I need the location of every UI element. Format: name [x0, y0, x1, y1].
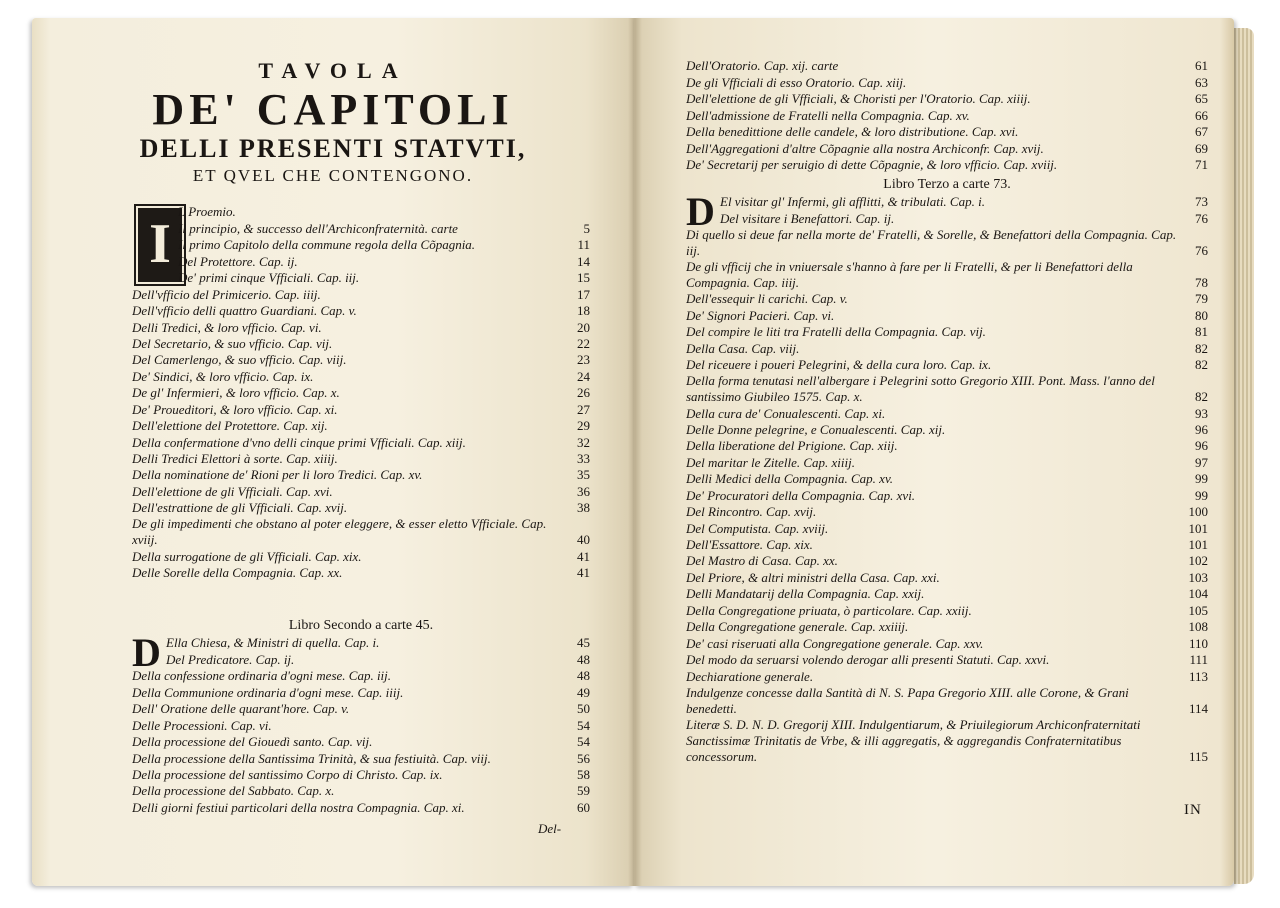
toc-entry-title: Delli giorni festiui particolari della nostra Compagnia. Cap. xi.: [132, 799, 465, 815]
toc-entry: [686, 520, 1208, 536]
toc-entry-title: De' Sindici, & loro vfficio. Cap. ix.: [132, 368, 314, 384]
toc-entry-title: Dell'vfficio delli quattro Guardiani. Cap. v.: [132, 303, 357, 319]
toc-entry-title: Del Secretario, & suo vfficio. Cap. vij.: [132, 335, 333, 351]
toc-entry-page: 36: [577, 483, 590, 499]
toc-entry: [132, 668, 590, 684]
toc-entry-page: 96: [1195, 438, 1208, 454]
toc-entry-title: Del Predicatore. Cap. ij.: [166, 651, 295, 667]
toc-entry-title: De gli impedimenti che obstano al poter eleggere, & esser eletto Vfficiale. Cap. xviij.: [132, 516, 547, 548]
toc-entry: [686, 307, 1208, 323]
title-line-1: TAVOLA: [258, 58, 408, 83]
toc-list-book1: [132, 204, 590, 581]
toc-list-book2: [132, 630, 590, 816]
toc-entry-title: Della liberatione del Prigione. Cap. xiij.: [686, 438, 898, 454]
drop-cap-d-2: D: [686, 189, 715, 234]
toc-entry-title: Dell'elettione de gli Vfficiali, & Choristi per l'Oratorio. Cap. xiiij.: [686, 91, 1031, 107]
toc-entry-page: 113: [1188, 668, 1208, 684]
toc-entry-title: Delli Tredici, & loro vfficio. Cap. vi.: [132, 319, 322, 335]
toc-entry-page: 78: [1195, 274, 1208, 290]
toc-list-book2-cont: [686, 58, 1208, 173]
toc-entry: [132, 204, 590, 220]
toc-entry: [132, 368, 590, 384]
toc-entry-page: 35: [577, 467, 590, 483]
toc-entry: [686, 619, 1208, 635]
toc-entry-title: Delle Donne pelegrine, e Conualescenti. Cap. xij.: [686, 421, 946, 437]
toc-entry: [132, 286, 590, 302]
section-heading-book2: Libro Secondo a carte 45.: [288, 618, 434, 633]
toc-entry-title: Delli Medici della Compagnia. Cap. xv.: [686, 471, 893, 487]
section-heading-book3: Libro Terzo a carte 73.: [883, 177, 1011, 192]
toc-entry: [132, 434, 590, 450]
toc-entry: [686, 373, 1208, 405]
toc-entry-title: De' Secretarij per seruigio di dette Cõpagnie, & loro vfficio. Cap. xviij.: [686, 157, 1058, 173]
toc-entry: [686, 685, 1208, 717]
toc-entry-page: 58: [577, 766, 590, 782]
toc-entry: [132, 270, 590, 286]
catchword: Del-: [538, 821, 562, 836]
toc-entry-title: Dell'elettione del Protettore. Cap. xij.: [132, 418, 328, 434]
toc-entry-page: 73: [1195, 194, 1208, 210]
toc-entry: [132, 799, 590, 815]
toc-entry: [686, 140, 1208, 156]
toc-entry-title: Ella Chiesa, & Ministri di quella. Cap. i.: [166, 635, 380, 651]
toc-entry: [132, 717, 590, 733]
toc-entry-page: 97: [1195, 454, 1208, 470]
toc-entry: [686, 471, 1208, 487]
toc-entry-title: Dell'admissione de Fratelli nella Compagnia. Cap. xv.: [686, 107, 970, 123]
toc-entry-page: 101: [1188, 537, 1208, 552]
toc-entry: [132, 253, 590, 269]
drop-cap-d: D: [132, 630, 161, 675]
toc-entry-page: 41: [577, 565, 590, 581]
toc-entry-title: Della surrogatione de gli Vfficiali. Cap. xix.: [132, 548, 362, 564]
toc-entry: [132, 734, 590, 750]
toc-entry-title: De' Proueditori, & loro vfficio. Cap. xi.: [132, 401, 338, 417]
toc-entry: [686, 652, 1208, 668]
toc-entry-page: 38: [577, 500, 590, 516]
toc-entry-page: 71: [1195, 157, 1208, 173]
toc-entry-page: 61: [1195, 58, 1208, 74]
toc-entry: [686, 210, 1208, 226]
toc-entry-page: 60: [577, 799, 590, 815]
toc-entry-page: 80: [1195, 307, 1208, 323]
toc-entry-title: Della forma tenutasi nell'albergare i Pelegrini sotto Gregorio XIII. Pont. Mass. l'anno del santissimo Giubileo 1575. Cap. x.: [686, 373, 1155, 405]
toc-entry-title: Della confermatione d'vno delli cinque primi Vfficiali. Cap. xiij.: [132, 434, 466, 450]
toc-entry-page: 102: [1188, 553, 1208, 569]
toc-entry-title: El visitar gl' Infermi, gli afflitti, & tribulati. Cap. i.: [720, 194, 985, 210]
toc-entry-title: Del modo da seruarsi volendo derogar alli presenti Statuti. Cap. xxvi.: [686, 652, 1050, 668]
toc-entry: [686, 227, 1208, 259]
toc-entry-page: 63: [1195, 74, 1208, 90]
toc-entry-title: Del Camerlengo, & suo vfficio. Cap. viij.: [132, 352, 347, 368]
toc-entry-page: 20: [577, 319, 590, 335]
toc-entry: [132, 516, 590, 548]
toc-entry-title: Del Computista. Cap. xviij.: [686, 520, 829, 536]
toc-entry-page: 32: [577, 434, 590, 450]
toc-entry: [132, 565, 590, 581]
toc-entry-page: 50: [577, 701, 590, 717]
toc-entry: [686, 58, 1208, 74]
toc-entry-title: Il primo Capitolo della commune regola della Cõpagnia.: [178, 237, 476, 253]
toc-entry: [132, 352, 590, 368]
toc-entry-title: De' Procuratori della Compagnia. Cap. xvi.: [686, 487, 916, 503]
toc-entry-page: 110: [1188, 635, 1208, 651]
toc-entry-title: Indulgenze concesse dalla Santità di N. S. Papa Gregorio XIII. alle Corone, & Grani benedetti.: [686, 684, 1129, 716]
toc-entry-title: Della Congregatione generale. Cap. xxiiij.: [686, 619, 909, 635]
book-spine: [628, 18, 642, 886]
toc-entry: [132, 451, 590, 467]
toc-entry: [132, 548, 590, 564]
toc-entry-page: 111: [1189, 652, 1208, 668]
toc-entry: [686, 487, 1208, 503]
toc-entry-title: De gli vfficij che in vniuersale s'hanno à fare per li Fratelli, & per li Benefattori della Compagnia. Cap. iiij.: [686, 258, 1133, 290]
toc-entry-page: 76: [1195, 242, 1208, 258]
toc-entry-page: 114: [1188, 700, 1208, 716]
toc-entry: [686, 157, 1208, 173]
toc-entry-title: Del Mastro di Casa. Cap. xx.: [686, 553, 838, 569]
title-line-2: DE' CAPITOLI: [152, 85, 514, 134]
toc-entry-page: 48: [577, 651, 590, 667]
toc-entry-page: 49: [577, 684, 590, 700]
toc-entry-title: Della cura de' Conualescenti. Cap. xi.: [686, 405, 886, 421]
toc-entry: [132, 237, 590, 253]
toc-entry: [132, 220, 590, 236]
toc-entry-page: 93: [1195, 405, 1208, 421]
toc-entry-page: 69: [1195, 140, 1208, 156]
toc-entry: [132, 651, 590, 667]
toc-entry: [686, 553, 1208, 569]
toc-entry-title: Della Communione ordinaria d'ogni mese. Cap. iiij.: [132, 684, 404, 700]
toc-entry-title: Del compire le liti tra Fratelli della Compagnia. Cap. vij.: [686, 324, 986, 340]
toc-entry-page: 27: [577, 401, 590, 417]
toc-entry: [132, 336, 590, 352]
toc-entry-page: 45: [577, 635, 590, 651]
toc-entry-page: 99: [1195, 487, 1208, 503]
toc-entry: [686, 602, 1208, 618]
toc-entry-title: Della confessione ordinaria d'ogni mese. Cap. iij.: [132, 668, 392, 684]
toc-entry-page: 82: [1195, 340, 1208, 356]
toc-entry-page: 5: [583, 220, 590, 236]
toc-entry-page: 81: [1195, 324, 1208, 340]
toc-entry-title: Del visitare i Benefattori. Cap. ij.: [720, 210, 895, 226]
toc-entry: [686, 340, 1208, 356]
toc-entry-title: De gli Vfficiali di esso Oratorio. Cap. xiij.: [686, 74, 907, 90]
left-page: [32, 18, 634, 886]
toc-entry: [132, 319, 590, 335]
toc-entry-title: L Proemio.: [178, 204, 236, 220]
toc-entry-title: Della processione del santissimo Corpo di Christo. Cap. ix.: [132, 766, 443, 782]
toc-entry-title: Della Casa. Cap. viij.: [686, 340, 800, 356]
toc-entry-page: 66: [1195, 107, 1208, 123]
toc-entry: [686, 504, 1208, 520]
toc-entry: [132, 701, 590, 717]
toc-entry-page: 56: [577, 750, 590, 766]
toc-entry: [686, 259, 1208, 291]
toc-entry-page: 101: [1188, 520, 1208, 536]
toc-entry: [132, 401, 590, 417]
toc-entry-title: Della processione del Giouedì santo. Cap. vij.: [132, 734, 373, 750]
open-book: [32, 18, 1254, 886]
toc-entry-page: 105: [1188, 602, 1208, 618]
toc-entry-title: Dell'essequir li carichi. Cap. v.: [686, 291, 848, 307]
toc-entry-page: 115: [1188, 748, 1208, 764]
toc-entry: [132, 783, 590, 799]
toc-entry-page: 79: [1195, 291, 1208, 307]
toc-entry-title: Del maritar le Zitelle. Cap. xiiij.: [686, 454, 855, 470]
toc-entry-page: 100: [1188, 504, 1208, 520]
toc-entry-title: Del Protettore. Cap. ij.: [178, 253, 298, 269]
toc-entry: [132, 635, 590, 651]
toc-entry-page: 108: [1188, 619, 1208, 635]
toc-entry-title: Delli Tredici Elettori à sorte. Cap. xiiij.: [132, 451, 338, 466]
toc-entry: [686, 586, 1208, 602]
toc-entry: [686, 454, 1208, 470]
toc-entry-page: 76: [1195, 210, 1208, 226]
toc-entry-page: 59: [577, 783, 590, 799]
toc-entry: [686, 668, 1208, 684]
page-edges: [1234, 28, 1254, 884]
toc-entry-title: Dell'vfficio del Primicerio. Cap. iiij.: [132, 286, 321, 302]
toc-entry-title: Della Congregatione priuata, ò particolare. Cap. xxiij.: [686, 602, 972, 618]
toc-entry-page: 23: [577, 352, 590, 368]
toc-entry: [132, 684, 590, 700]
toc-entry-title: De gl' Infermieri, & loro vfficio. Cap. x.: [132, 385, 340, 401]
toc-entry: [686, 107, 1208, 123]
toc-entry-page: 54: [577, 717, 590, 733]
toc-entry-page: 103: [1188, 569, 1208, 585]
toc-entry: [132, 467, 590, 483]
toc-entry-title: Della processione del Sabbato. Cap. x.: [132, 783, 335, 799]
toc-entry-title: Literæ S. D. N. D. Gregorij XIII. Indulgentiarum, & Priuilegiorum Archiconfraternitati Sanctissimæ Trinitatis de Vrbe, & illi aggregatis, & aggregandis Confraternitatibus concessorum.: [686, 716, 1141, 764]
title-line-4: ET QVEL CHE CONTENGONO.: [192, 166, 474, 185]
toc-entry-page: 29: [577, 418, 590, 434]
toc-entry-title: Di quello si deue far nella morte de' Fratelli, & Sorelle, & Benefattori della Compagnia. Cap. iij.: [686, 226, 1177, 258]
toc-entry-title: Dell'Essattore. Cap. xix.: [686, 537, 813, 552]
toc-entry: [132, 500, 590, 516]
toc-entry-title: Della nominatione de' Rioni per li loro Tredici. Cap. xv.: [132, 467, 423, 483]
toc-entry: [132, 483, 590, 499]
toc-entry-page: 104: [1188, 586, 1208, 602]
toc-entry: [686, 422, 1208, 438]
toc-entry-title: Del Priore, & altri ministri della Casa. Cap. xxi.: [686, 569, 940, 585]
drop-cap-ornament: I: [134, 204, 186, 286]
toc-entry-page: 18: [577, 303, 590, 319]
toc-entry-page: 48: [577, 668, 590, 684]
toc-entry-page: 26: [577, 385, 590, 401]
toc-entry: [686, 405, 1208, 421]
toc-entry: [686, 635, 1208, 651]
catchword-right: IN: [1184, 802, 1202, 818]
toc-entry-page: 82: [1195, 357, 1208, 373]
toc-entry-title: De' Signori Pacieri. Cap. vi.: [686, 307, 835, 323]
toc-entry: [132, 750, 590, 766]
toc-entry-page: 67: [1195, 124, 1208, 140]
toc-entry: [686, 91, 1208, 107]
toc-entry-title: Della processione della Santissima Trinità, & sua festiuità. Cap. viij.: [132, 750, 491, 766]
toc-entry-title: Dell'elettione de gli Vfficiali. Cap. xvi.: [132, 483, 333, 499]
toc-entry: [686, 74, 1208, 90]
toc-list-book3: [686, 189, 1208, 765]
toc-entry: [686, 194, 1208, 210]
toc-entry-page: 99: [1195, 471, 1208, 487]
toc-entry: [132, 767, 590, 783]
toc-entry: [132, 385, 590, 401]
toc-entry-title: Dell'estrattione de gli Vfficiali. Cap. xvij.: [132, 500, 348, 516]
toc-entry: [686, 124, 1208, 140]
toc-entry: [686, 537, 1208, 553]
toc-entry: [686, 291, 1208, 307]
toc-entry-title: De' primi cinque Vfficiali. Cap. iij.: [178, 270, 360, 286]
toc-entry-title: Dechiaratione generale.: [686, 668, 814, 684]
toc-entry-title: Della benedittione delle candele, & loro distributione. Cap. xvi.: [686, 124, 1019, 140]
toc-entry: [132, 303, 590, 319]
toc-entry-page: 54: [577, 734, 590, 750]
toc-entry-title: Dell' Oratione delle quarant'hore. Cap. v.: [132, 701, 350, 717]
toc-entry-title: Delle Sorelle della Compagnia. Cap. xx.: [132, 565, 343, 581]
toc-entry-page: 17: [577, 286, 590, 302]
toc-entry-title: Dell'Aggregationi d'altre Cõpagnie alla nostra Archiconfr. Cap. xvij.: [686, 140, 1044, 156]
toc-entry-title: Dell'Oratorio. Cap. xij. carte: [686, 58, 839, 74]
right-page: [634, 18, 1234, 886]
toc-entry: [686, 357, 1208, 373]
toc-entry-title: Delle Processioni. Cap. vi.: [132, 717, 272, 733]
toc-entry-page: 41: [577, 548, 590, 564]
toc-entry-title: Il principio, & successo dell'Archiconfraternità. carte: [178, 220, 458, 236]
toc-entry: [686, 438, 1208, 454]
toc-entry-page: 82: [1195, 389, 1208, 405]
toc-entry: [686, 324, 1208, 340]
toc-entry-title: Del riceuere i poueri Pelegrini, & della cura loro. Cap. ix.: [686, 357, 992, 373]
toc-entry-page: 40: [577, 532, 590, 548]
toc-entry-page: 11: [577, 237, 590, 253]
toc-entry: [686, 569, 1208, 585]
title-line-3: DELLI PRESENTI STATVTI,: [139, 134, 527, 163]
toc-entry-page: 65: [1195, 91, 1208, 107]
toc-entry-page: 14: [577, 253, 590, 269]
toc-entry-page: 96: [1195, 421, 1208, 437]
toc-entry: [686, 717, 1208, 765]
toc-entry-title: Del Rincontro. Cap. xvij.: [686, 504, 817, 520]
toc-entry-title: De' casi riseruati alla Congregatione generale. Cap. xxv.: [686, 635, 984, 651]
toc-entry: [132, 418, 590, 434]
toc-entry-page: 33: [577, 451, 590, 466]
toc-entry-page: 15: [577, 270, 590, 286]
toc-entry-page: 24: [577, 368, 590, 384]
toc-entry-title: Delli Mandatarij della Compagnia. Cap. xxij.: [686, 586, 925, 602]
toc-entry-page: 22: [577, 335, 590, 351]
